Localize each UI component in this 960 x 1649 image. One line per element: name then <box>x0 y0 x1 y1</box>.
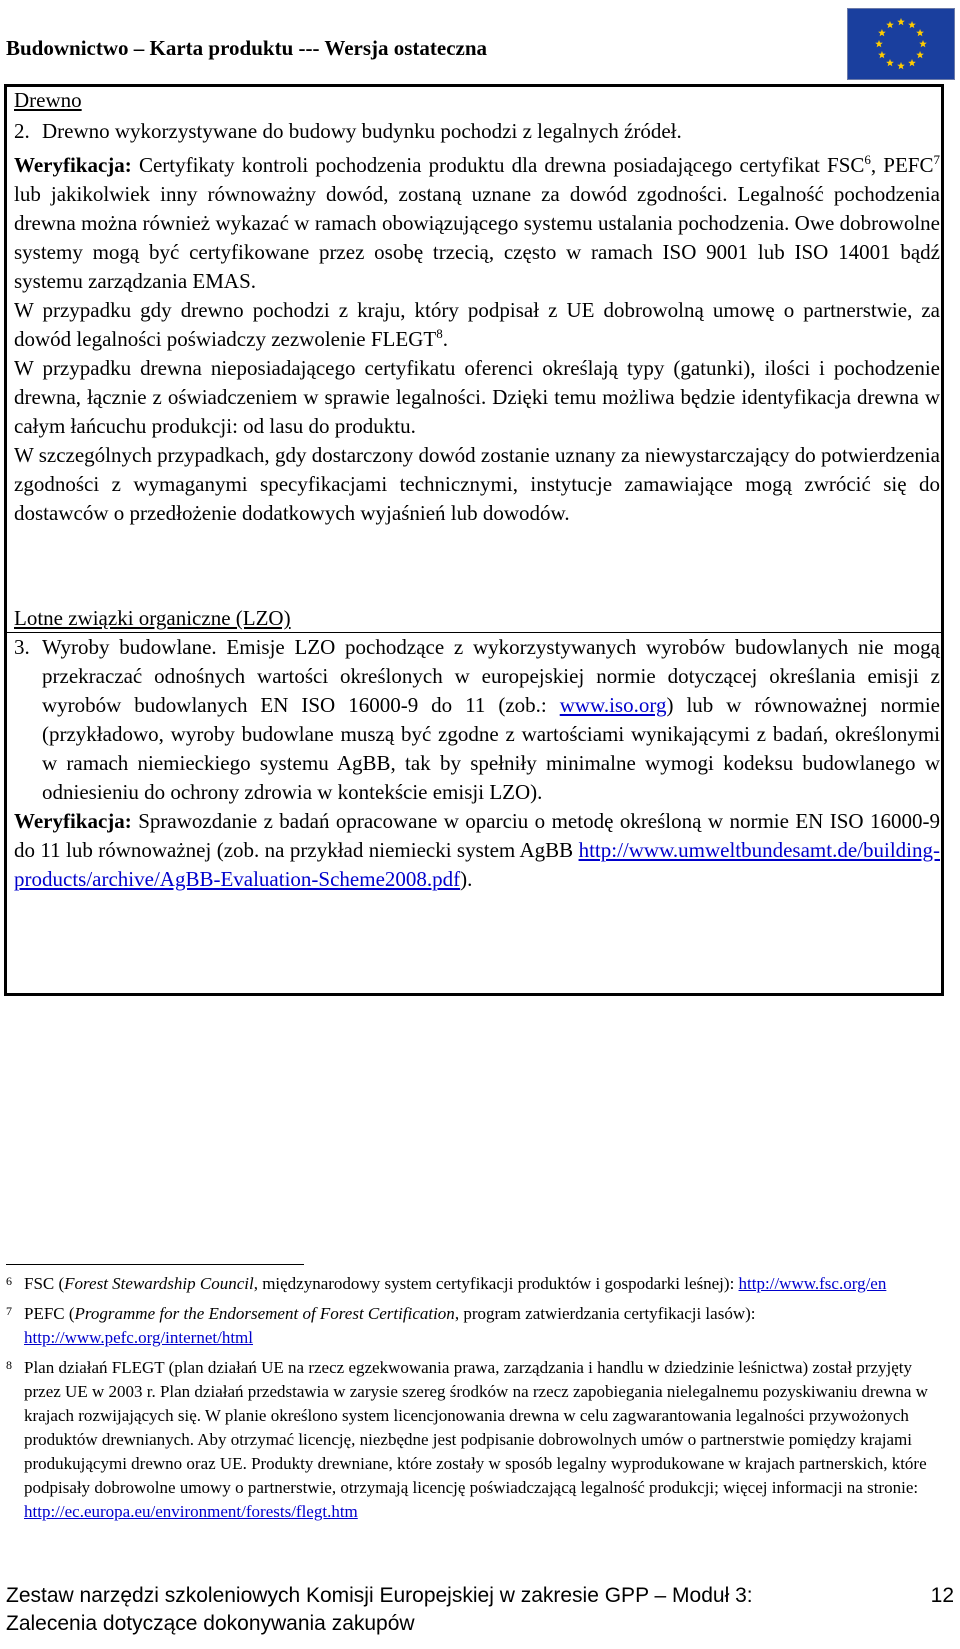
verification-label: Weryfikacja: <box>14 153 132 177</box>
footnote-number: 7 <box>6 1304 12 1318</box>
footnote-number: 8 <box>6 1358 12 1372</box>
voc-verification <box>14 807 940 894</box>
verification-text-b: ). <box>460 867 473 891</box>
wood-special-cases-paragraph: W szczególnych przypadkach, gdy dostarczony dowód zostanie uznany za niewystarczający do potwierdzenia zgodności z wymaganymi specyfikacjami technicznymi, instytucje zamawiające mogą zwrócić się do dostawców o przedłożenie dodatkowych wyjaśnień lub dowodów. <box>14 443 940 525</box>
footnote-ref-8[interactable]: 8 <box>436 326 443 341</box>
footnote-text-part: Programme for the Endorsement of Forest Certification <box>74 1304 455 1323</box>
wood-verification <box>14 151 940 296</box>
footnote-link[interactable]: http://ec.europa.eu/environment/forests/flegt.htm <box>24 1502 358 1521</box>
flegt-text: W przypadku gdy drewno pochodzi z kraju, który podpisał z UE dobrowolną umowę o partnerstwie, za dowód legalności poświadczy zezwolenie FLEGT <box>14 298 940 351</box>
footnote-number: 6 <box>6 1274 12 1288</box>
footnote-text-part: PEFC ( <box>24 1304 75 1323</box>
verification-text-a: Sprawozdanie z badań opracowane w oparciu o metodę określoną w normie EN ISO 16000-9 do 11 lub równoważnej (zob. na przykład niemiecki system AgBB <box>14 809 940 862</box>
criterion-text-a: Wyroby budowlane. Emisje LZO pochodzące z wykorzystywanych wyrobów budowlanych nie mogą przekraczać odnośnych wartości określonych w europejskiej normie dotyczącej określania emisji z wyrobów budowlanych EN ISO 16000-9 do 11 (zob.: <box>42 635 940 717</box>
wood-criterion <box>14 117 940 146</box>
document-title: Budownictwo – Karta produktu --- Wersja ostateczna <box>6 36 488 60</box>
footnote-text <box>24 1272 934 1296</box>
page-footer <box>6 1582 954 1638</box>
footnote-ref-6[interactable]: 6 <box>864 152 871 167</box>
page-number: 12 <box>930 1584 954 1607</box>
criterion-text: Drewno wykorzystywane do budowy budynku pochodzi z legalnych źródeł. <box>42 119 682 143</box>
iso-link[interactable]: www.iso.org <box>559 693 667 717</box>
footer-line-1: Zestaw narzędzi szkoleniowych Komisji Europejskiej w zakresie GPP – Moduł 3: <box>6 1584 753 1607</box>
footnote-text-part: , program zatwierdzania certyfikacji lasów): <box>454 1304 756 1323</box>
wood-flegt-paragraph <box>14 296 940 354</box>
footnotes <box>6 1272 934 1530</box>
footnote-link[interactable]: http://www.fsc.org/en <box>738 1274 887 1293</box>
wood-uncertified-paragraph: W przypadku drewna nieposiadającego certyfikatu oferenci określają typy (gatunki), ilości i pochodzenie drewna, łącznie z oświadczeniem w sprawie legalności. Dzięki temu możliwa będzie identyfikacja drewna w całym łańcuchu produkcji: od lasu do produktu. <box>14 356 940 438</box>
footnote-text-part: FSC ( <box>24 1274 65 1293</box>
verification-label: Weryfikacja: <box>14 809 132 833</box>
footnote-ref-7[interactable]: 7 <box>933 152 940 167</box>
criterion-text <box>42 633 940 807</box>
criterion-number: 2. <box>14 119 30 143</box>
footnote-text-part: , międzynarodowy system certyfikacji produktów i gospodarki leśnej): <box>253 1274 739 1293</box>
voc-heading: Lotne związki organiczne (LZO) <box>14 606 291 630</box>
verification-text-a: Certyfikaty kontroli pochodzenia produktu dla drewna posiadającego certyfikat FSC <box>138 153 865 177</box>
footnote-separator <box>6 1264 304 1265</box>
criterion-number: 3. <box>14 635 30 659</box>
verification-text-c: lub jakikolwiek inny równoważny dowód, zostaną uznane za dowód zgodności. Legalność pochodzenia drewna można również wykazać w ramach obowiązującego systemu ustalania pochodzenia. Owe dobrowolne systemy mogą być certyfikowane przez osobę trzecią, często w ramach ISO 9001 lub ISO 14001 bądź systemu zarządzania EMAS. <box>14 182 940 293</box>
footnote-text <box>24 1302 934 1350</box>
wood-section <box>14 86 940 528</box>
flegt-period: . <box>442 327 448 351</box>
footnote <box>6 1356 934 1524</box>
footnote <box>6 1302 934 1350</box>
voc-section <box>14 604 940 894</box>
verification-text-b: , PEFC <box>870 153 934 177</box>
eu-flag-logo <box>847 8 955 80</box>
criterion-text-b: ) lub w równoważnej normie (przykładowo, wyroby budowlane muszą być zgodne z wartościami wynikającymi z badań, określonymi w ramach niemieckiego systemu AgBB, tak by spełniły minimalne wymogi kodeksu budowlanego w odniesieniu do ochrony zdrowia w kontekście emisji LZO). <box>42 693 940 804</box>
footnote-text-part: Plan działań FLEGT (plan działań UE na rzecz egzekwowania prawa, zarządzania i handlu w dziedzinie leśnictwa) został przyjęty przez UE w 2003 r. Plan działań przedstawia w zarysie szereg środków na rzecz zapobiegania nielegalnemu pozyskiwaniu drewna w krajach rozwijających się. W planie określono system licencjonowania drewna w celu zagwarantowania legalności przywożonych produktów drewnianych. Aby otrzymać licencję, niezbędne jest podpisanie dobrowolnych umów o partnerstwie pomiędzy krajami produkującymi drewno oraz UE. Produkty drewniane, które zostały w sposób legalny wyprodukowane w krajach partnerskich, które podpisały dobrowolne umowy o partnerstwie, otrzymają licencję poświadczającą legalność produkcji; więcej informacji na stronie: <box>24 1358 928 1497</box>
footnote <box>6 1272 934 1296</box>
wood-heading: Drewno <box>14 88 82 112</box>
footnote-text-part: Forest Stewardship Council <box>64 1274 254 1293</box>
voc-criterion <box>14 633 940 807</box>
footnote-text <box>24 1356 934 1524</box>
agbb-link[interactable]: http://www.umweltbundesamt.de/building-products/archive/AgBB-Evaluation-Scheme2008.pdf <box>14 838 940 891</box>
footnote-link[interactable]: http://www.pefc.org/internet/html <box>24 1328 253 1347</box>
footer-line-2: Zalecenia dotyczące dokonywania zakupów <box>6 1612 415 1635</box>
